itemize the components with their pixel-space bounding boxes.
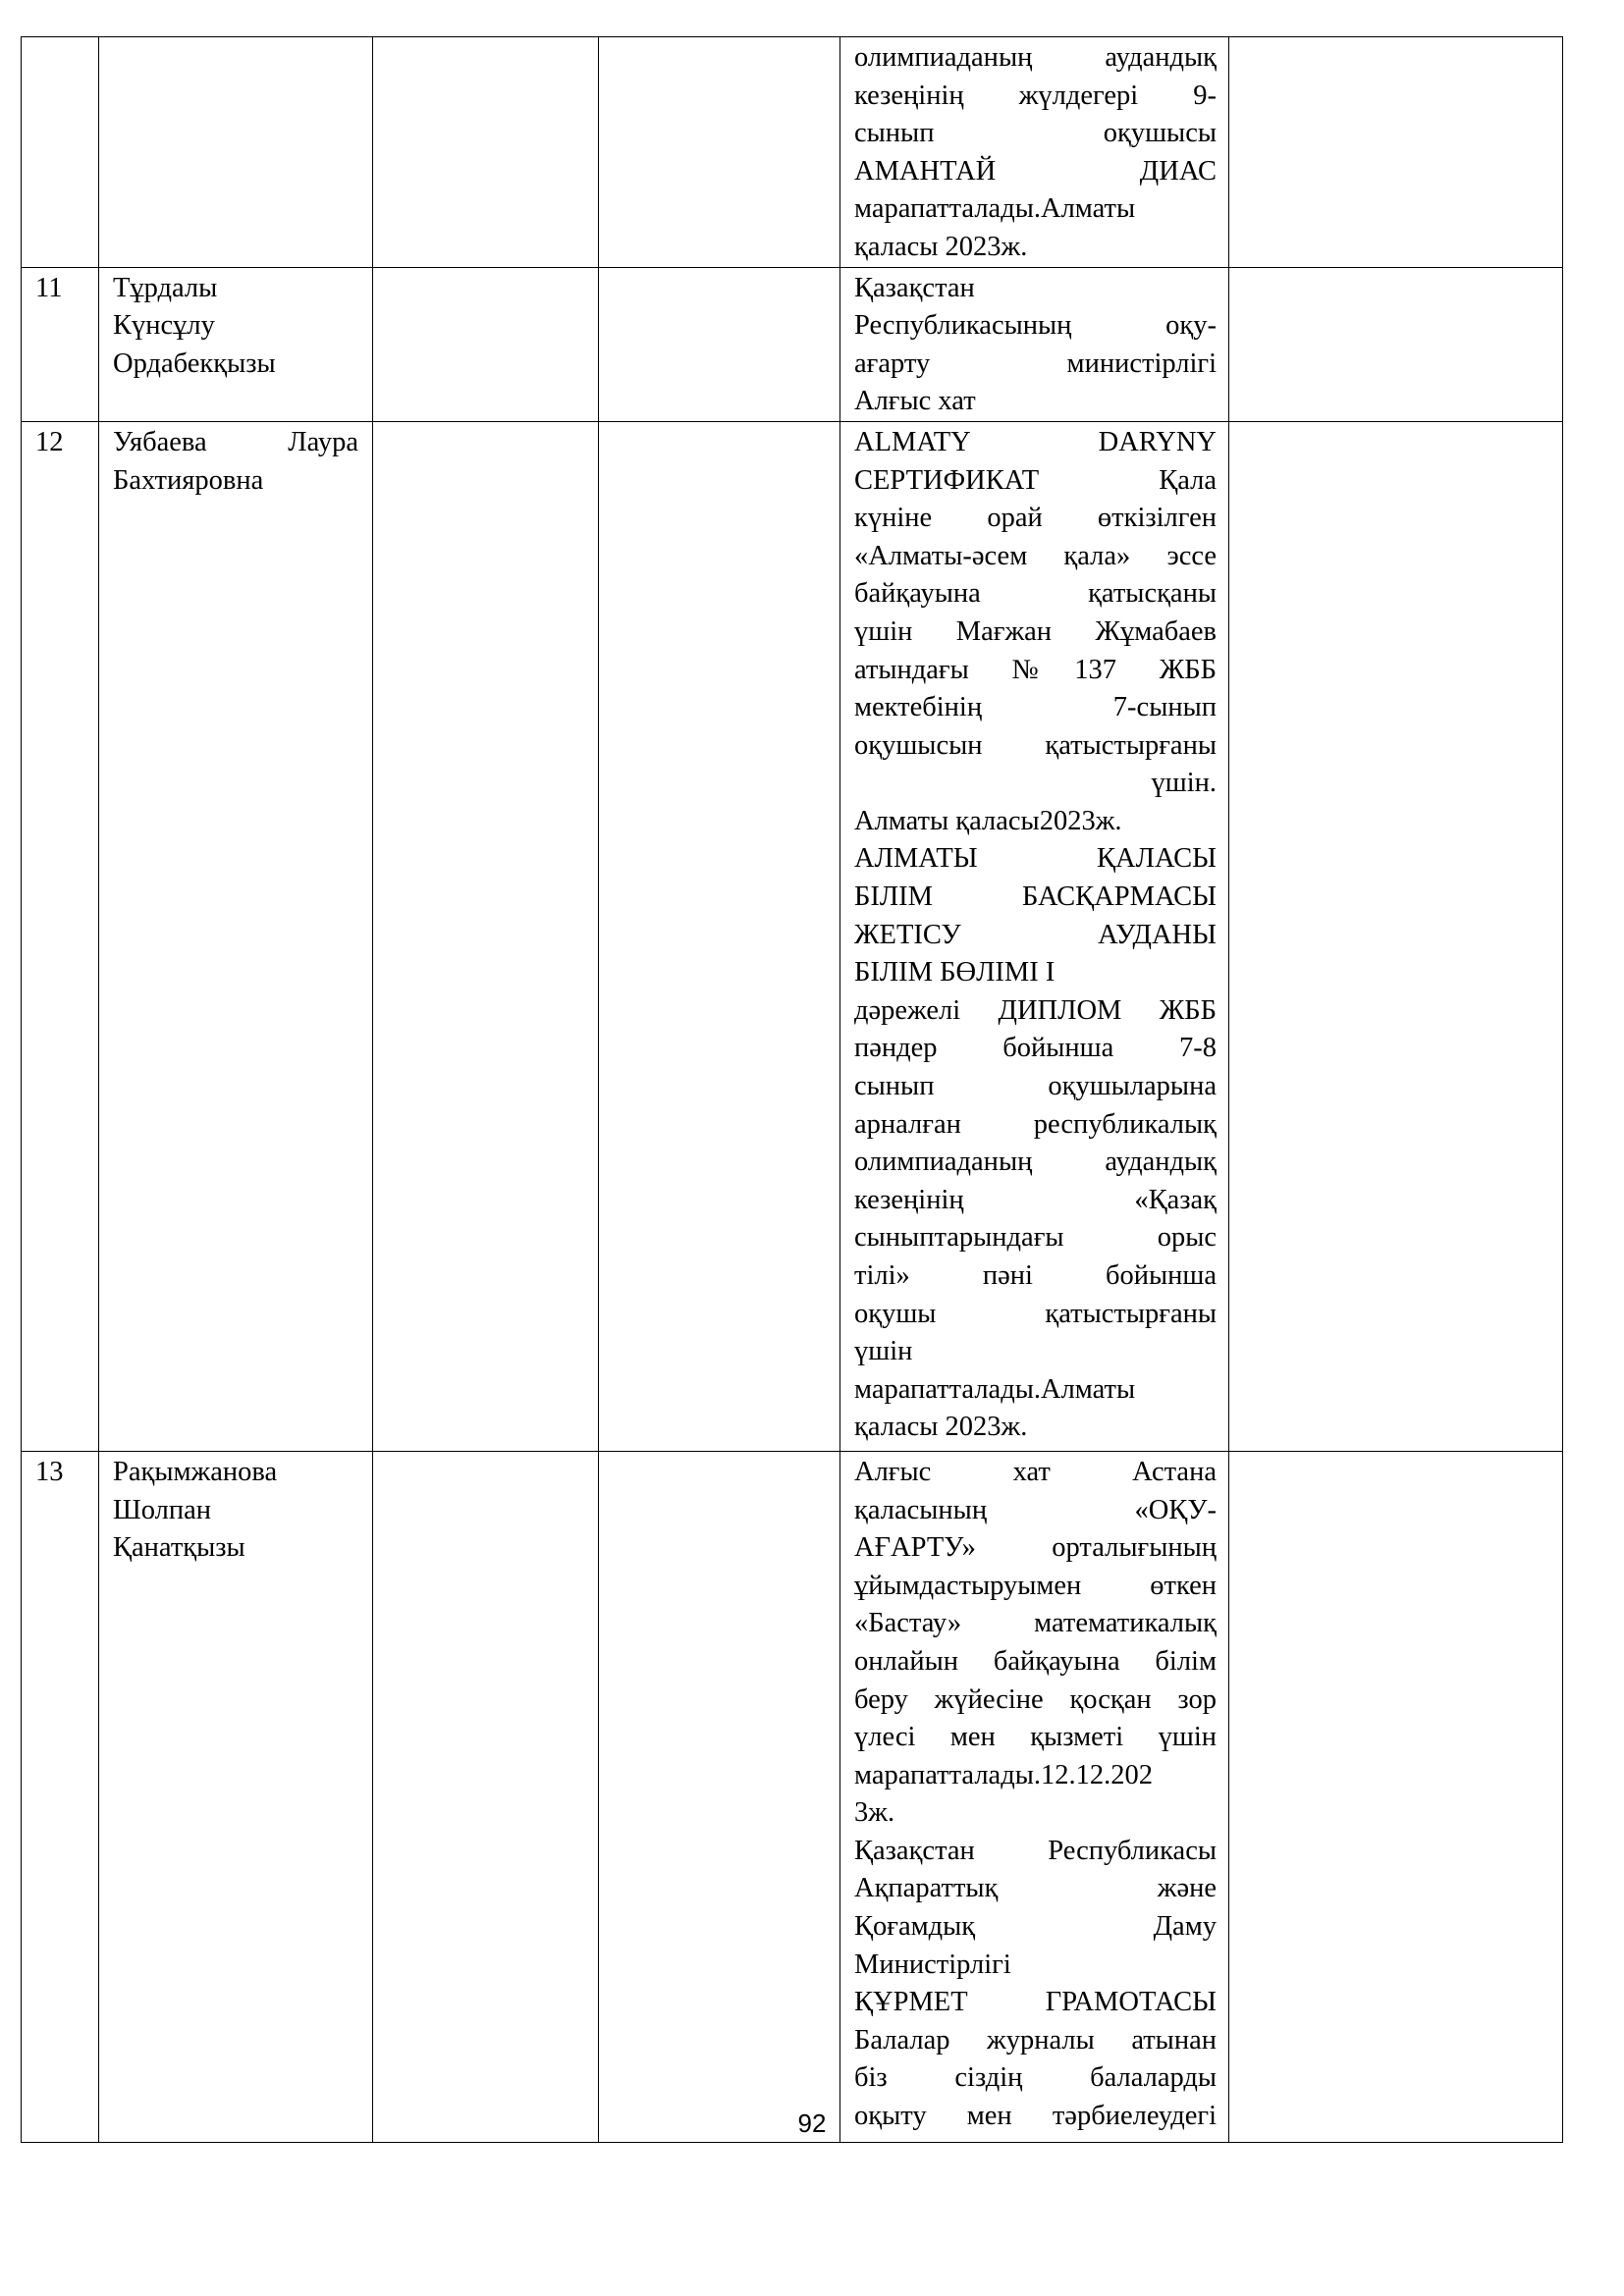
empty-cell (599, 267, 840, 421)
person-name-cell (99, 1451, 373, 2142)
empty-cell (373, 267, 599, 421)
empty-cell (373, 1451, 599, 2142)
award-text-line: Ақпараттық және (854, 1873, 1217, 1904)
award-text-line: сыныптарындағы орыс (854, 1222, 1217, 1254)
table-row (22, 37, 1563, 268)
award-text-line: онлайын байқауына білім (854, 1645, 1217, 1677)
empty-cell (599, 421, 840, 1451)
award-text-line: Алғыс хат (854, 386, 976, 417)
page-number: 92 (797, 2109, 827, 2138)
award-text-line: тілі» пәні бойынша (854, 1260, 1217, 1291)
award-text-line: күніне орай өткізілген (854, 503, 1217, 534)
award-text-line: біз сіздің балаларды (854, 2062, 1217, 2094)
award-text-line: Алғыс хат Астана (854, 1456, 1217, 1487)
empty-cell (1229, 421, 1563, 1451)
award-text-line: СЕРТИФИКАТ Қала (854, 464, 1217, 496)
award-text-line: оқыту мен тәрбиелеудегі (854, 2101, 1217, 2132)
award-text-line: сынып оқушыларына (854, 1071, 1217, 1102)
award-text-line: ұйымдастыруымен өткен (854, 1570, 1217, 1601)
person-name-line: Шолпан (113, 1494, 212, 1525)
person-name-line: Рақымжанова (113, 1456, 278, 1487)
award-text-line: марапатталады.Алматы (854, 1373, 1136, 1405)
award-text-line: 3ж. (854, 1797, 895, 1829)
row-number-cell (22, 37, 99, 268)
award-text-line: қаласы 2023ж. (854, 1412, 1028, 1443)
award-text-line: беру жүйесіне қосқан зор (854, 1683, 1217, 1715)
award-text-line: үшін Мағжан Жұмабаев (854, 615, 1217, 647)
table-row (22, 1451, 1563, 2142)
awards-table-body (22, 37, 1563, 2143)
person-name-line: Қанатқызы (113, 1532, 245, 1564)
empty-cell (599, 1451, 840, 2142)
row-number-cell: 12 (22, 421, 99, 1451)
person-name-cell (99, 267, 373, 421)
award-text-line: үшін. (1151, 768, 1217, 799)
award-description-cell (840, 1451, 1229, 2142)
empty-cell (1229, 1451, 1563, 2142)
award-text-line: арналған республикалық (854, 1108, 1217, 1140)
award-text-line: ALMATY DARYNY (854, 426, 1217, 457)
award-text-line: «Бастау» математикалық (854, 1608, 1217, 1639)
award-text-line: Қазақстан Республикасы (854, 1835, 1217, 1866)
award-text-line: Балалар журналы атынан (854, 2024, 1217, 2056)
empty-cell (1229, 37, 1563, 268)
award-text-line: кезеңінің «Қазақ (854, 1184, 1217, 1215)
award-description-cell (840, 421, 1229, 1451)
award-text-line: олимпиаданың аудандық (854, 1147, 1217, 1178)
person-name-line: Ордабекқызы (113, 347, 276, 379)
award-description-cell (840, 37, 1229, 268)
award-text-line: ҚҰРМЕТ ГРАМОТАСЫ (854, 1987, 1217, 2018)
award-text-line: оқушы қатыстырғаны (854, 1298, 1217, 1329)
empty-cell (599, 37, 840, 268)
award-text-line: атындағы №137 ЖББ (854, 654, 1217, 685)
table-row (22, 421, 1563, 1451)
award-text-line: Министірлігі (854, 1949, 1011, 1980)
award-text-line: пәндер бойынша 7-8 (854, 1033, 1217, 1064)
award-text-line: кезеңінің жүлдегері 9- (854, 80, 1217, 111)
award-text-line: үшін (854, 1336, 913, 1367)
award-text-line: сынып оқушысы (854, 118, 1217, 149)
award-text-line: БІЛІМ БӨЛІМІ І (854, 957, 1056, 988)
award-text-line: АЛМАТЫ ҚАЛАСЫ (854, 843, 1217, 875)
award-description-cell (840, 267, 1229, 421)
award-text-line: байқауына қатысқаны (854, 578, 1217, 610)
table-row (22, 267, 1563, 421)
award-text-line: АҒАРТУ» орталығының (854, 1532, 1217, 1564)
awards-table (21, 36, 1563, 2143)
award-text-line: Алматы қаласы2023ж. (854, 805, 1122, 836)
row-number-cell: 13 (22, 1451, 99, 2142)
award-text-line: үлесі мен қызметі үшін (854, 1722, 1217, 1753)
row-number-cell: 11 (22, 267, 99, 421)
empty-cell (373, 37, 599, 268)
award-text-line: БІЛІМ БАСҚАРМАСЫ (854, 881, 1217, 913)
award-text-line: ЖЕТІСУ АУДАНЫ (854, 919, 1217, 950)
award-text-line: марапатталады.12.12.202 (854, 1759, 1153, 1790)
award-text-line: «Алматы-әсем қала» эссе (854, 540, 1217, 571)
empty-cell (373, 421, 599, 1451)
person-name-line: Уябаева Лаура (113, 426, 358, 457)
person-name-cell (99, 421, 373, 1451)
empty-cell (1229, 267, 1563, 421)
award-text-line: АМАНТАЙ ДИАС (854, 155, 1217, 187)
award-text-line: марапатталады.Алматы (854, 193, 1136, 225)
award-text-line: оқушысын қатыстырғаны (854, 729, 1217, 761)
award-text-line: дәрежелі ДИПЛОМ ЖББ (854, 994, 1217, 1026)
award-text-line: Республикасының оқу- (854, 310, 1217, 342)
person-name-cell (99, 37, 373, 268)
award-text-line: Қоғамдық Даму (854, 1911, 1217, 1943)
award-text-line: мектебінің 7-сынып (854, 692, 1217, 723)
award-text-line: олимпиаданың аудандық (854, 42, 1217, 73)
person-name-line: Бахтияровна (113, 464, 264, 496)
award-text-line: Қазақстан (854, 272, 975, 303)
award-text-line: қаласы 2023ж. (854, 231, 1028, 262)
person-name-line: Күнсұлу (113, 310, 215, 342)
award-text-line: қаласының «ОҚУ- (854, 1494, 1217, 1525)
person-name-line: Тұрдалы (113, 272, 218, 303)
award-text-line: ағарту министірлігі (854, 347, 1217, 379)
